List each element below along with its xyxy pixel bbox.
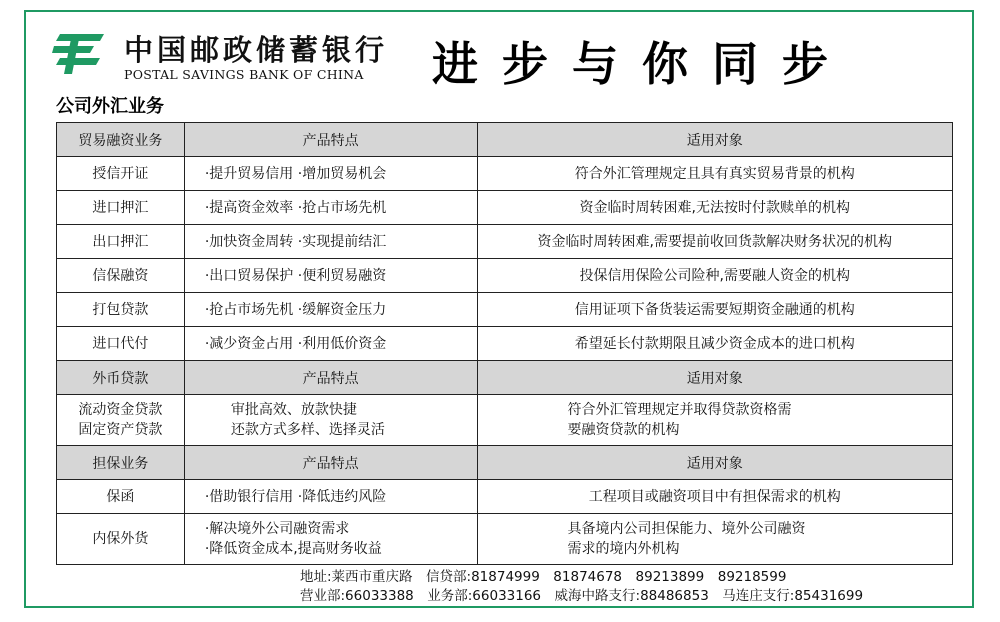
product-name-line: 保函 bbox=[106, 488, 135, 505]
footer-line-branches: 营业部:66033388 业务部:66033166 威海中路支行:88486853 马连庄支行:85431699 bbox=[300, 588, 864, 604]
header-features: 产品特点 bbox=[184, 123, 477, 157]
product-target bbox=[477, 191, 952, 225]
header-target: 适用对象 bbox=[477, 361, 952, 395]
product-name-line: 流动资金贷款 bbox=[78, 402, 163, 418]
table-header-row bbox=[57, 446, 953, 480]
product-name-line: 出口押汇 bbox=[92, 233, 149, 250]
header-target: 适用对象 bbox=[477, 446, 952, 480]
product-target-line: 希望延长付款期限且减少资金成本的进口机构 bbox=[574, 335, 855, 352]
bank-name-en: POSTAL SAVINGS BANK OF CHINA bbox=[124, 67, 364, 82]
product-target-line: 工程项目或融资项目中有担保需求的机构 bbox=[588, 488, 841, 505]
product-target-line: 具备境内公司担保能力、境外公司融资 bbox=[567, 521, 806, 537]
product-name bbox=[57, 514, 185, 565]
table-row bbox=[57, 480, 953, 514]
product-name-line: 授信开证 bbox=[92, 165, 149, 182]
bank-name-cn: 中国邮政储蓄银行 bbox=[124, 33, 389, 67]
product-features bbox=[184, 327, 477, 361]
table-row bbox=[57, 157, 953, 191]
table-row bbox=[57, 225, 953, 259]
header-category: 贸易融资业务 bbox=[57, 123, 185, 157]
table-row bbox=[57, 191, 953, 225]
product-target bbox=[477, 514, 952, 565]
product-features-line: ·解决境外公司融资需求 bbox=[204, 521, 350, 537]
product-features bbox=[184, 191, 477, 225]
header-category: 担保业务 bbox=[57, 446, 185, 480]
product-features-line: ·降低资金成本,提高财务收益 bbox=[204, 541, 382, 557]
product-features-line: ·借助银行信用 ·降低违约风险 bbox=[204, 488, 387, 505]
product-features-line: 审批高效、放款快捷 bbox=[230, 402, 357, 418]
product-name-line: 信保融资 bbox=[92, 267, 149, 284]
product-features bbox=[184, 395, 477, 446]
products-table bbox=[56, 122, 953, 565]
product-target bbox=[477, 293, 952, 327]
product-name bbox=[57, 157, 185, 191]
table-header-row bbox=[57, 361, 953, 395]
product-name bbox=[57, 480, 185, 514]
product-target bbox=[477, 259, 952, 293]
section-title: 公司外汇业务 bbox=[56, 96, 164, 117]
product-features-line: ·出口贸易保护 ·便利贸易融资 bbox=[204, 267, 387, 284]
product-features-line: ·抢占市场先机 ·缓解资金压力 bbox=[204, 301, 387, 318]
product-target bbox=[477, 395, 952, 446]
product-features-line: ·提升贸易信用 ·增加贸易机会 bbox=[204, 165, 387, 182]
header-features: 产品特点 bbox=[184, 361, 477, 395]
product-name bbox=[57, 191, 185, 225]
product-name-line: 内保外货 bbox=[92, 531, 149, 547]
product-target-line: 符合外汇管理规定且具有真实贸易背景的机构 bbox=[574, 165, 855, 182]
table-row bbox=[57, 514, 953, 565]
table-row bbox=[57, 293, 953, 327]
product-target bbox=[477, 480, 952, 514]
product-features bbox=[184, 293, 477, 327]
postal-bank-logo-icon bbox=[52, 30, 108, 76]
product-target-line: 资金临时周转困难,需要提前收回货款解决财务状况的机构 bbox=[537, 233, 892, 250]
product-name-line: 固定资产贷款 bbox=[78, 422, 163, 438]
product-target-line: 要融资贷款的机构 bbox=[567, 422, 680, 438]
product-target-line: 需求的境内外机构 bbox=[567, 541, 680, 557]
table-header-row bbox=[57, 123, 953, 157]
product-target bbox=[477, 327, 952, 361]
product-features bbox=[184, 157, 477, 191]
product-name-line: 打包贷款 bbox=[92, 301, 149, 318]
product-features-line: 还款方式多样、选择灵活 bbox=[230, 422, 385, 438]
product-name-line: 进口代付 bbox=[92, 335, 149, 352]
table-row bbox=[57, 259, 953, 293]
header-category: 外币贷款 bbox=[57, 361, 185, 395]
contact-footer bbox=[300, 568, 863, 606]
product-target-line: 符合外汇管理规定并取得贷款资格需 bbox=[567, 402, 792, 418]
product-name bbox=[57, 293, 185, 327]
product-name bbox=[57, 259, 185, 293]
product-target-line: 信用证项下备货装运需要短期资金融通的机构 bbox=[574, 301, 855, 318]
header-target: 适用对象 bbox=[477, 123, 952, 157]
product-features bbox=[184, 225, 477, 259]
header-features: 产品特点 bbox=[184, 446, 477, 480]
table-row bbox=[57, 395, 953, 446]
product-target bbox=[477, 225, 952, 259]
footer-line-address: 地址:莱西市重庆路 信贷部:81874999 81874678 89213899 89218599 bbox=[300, 569, 787, 585]
product-features-line: ·加快资金周转 ·实现提前结汇 bbox=[204, 233, 387, 250]
table-row bbox=[57, 327, 953, 361]
slogan: 进步与你同步 bbox=[432, 37, 852, 91]
product-features bbox=[184, 514, 477, 565]
product-features-line: ·提高资金效率 ·抢占市场先机 bbox=[204, 199, 387, 216]
product-target-line: 投保信用保险公司险种,需要融人资金的机构 bbox=[579, 267, 850, 284]
product-name bbox=[57, 225, 185, 259]
product-target bbox=[477, 157, 952, 191]
product-features bbox=[184, 480, 477, 514]
product-name bbox=[57, 395, 185, 446]
product-target-line: 资金临时周转困难,无法按时付款赎单的机构 bbox=[579, 199, 850, 216]
product-features-line: ·减少资金占用 ·利用低价资金 bbox=[204, 335, 387, 352]
product-name-line: 进口押汇 bbox=[92, 199, 149, 216]
product-name bbox=[57, 327, 185, 361]
product-features bbox=[184, 259, 477, 293]
